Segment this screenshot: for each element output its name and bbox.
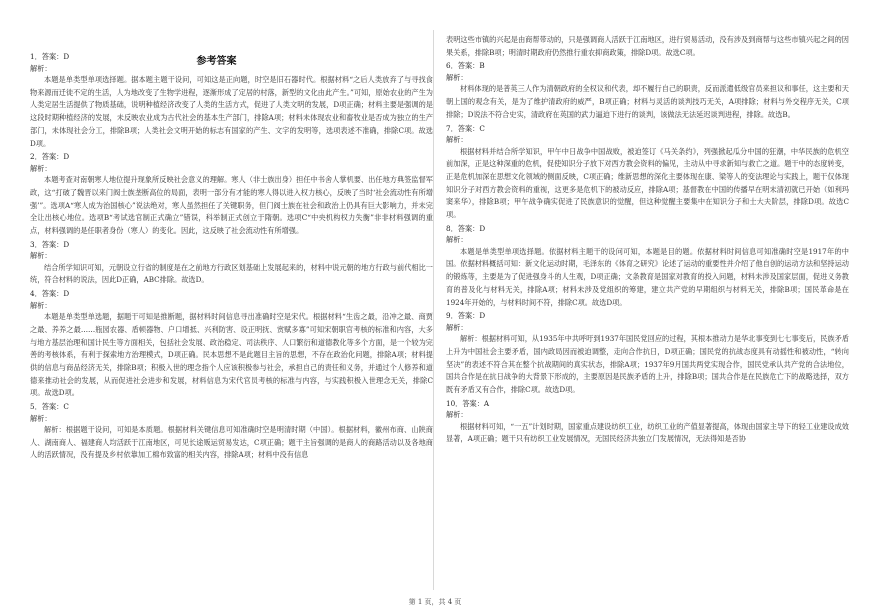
answer-line: 2．答案：D [30, 152, 70, 162]
analysis-label: 解析： [30, 63, 52, 73]
answer-line: 9．答案：D [446, 311, 486, 321]
analysis-label: 解析： [446, 235, 468, 245]
answer-block [30, 239, 433, 287]
answer-line: 5．答案：C [30, 402, 69, 412]
answer-block [446, 223, 849, 310]
analysis-paragraph: 本题是单类型单项选择题。据本题主题干设问，可知这是正向题，时空是旧石器时代。根据材料“之后人类放弃了与寻找食物来源而迁徙不定的生活，人为地改变了生物学进程，逐渐形成了定居的村落，新型的文化由此产生。”可知，原始农业的产生为人类定居生活提供了物质基础，说明种植经济改变了人类的生活方式，促进了人类文明的发展，D项正确；材料主要是强调的是这段时期种植经济的发展，未反映农业成为古代社会的基本生产部门，排除A项；材料未体现农业和畜牧业是否成为独立的生产部门，未体现社会分工，排除B项；人类社会文明开始的标志有国家的产生、文字的发明等，选项表述不准确，排除C项。故选D项。 [30, 75, 433, 148]
answer-line: 7．答案：C [446, 123, 485, 133]
answer-line: 4．答案：D [30, 289, 70, 299]
analysis-paragraph: 解析：根据题干设问，可知是本质题。根据材料关键信息可知准确时空是明清时期（中国）。根据材料，徽州布商、山陕商人、湖南商人、福建商人均活跃于江南地区，可见长途贩运贸易发达，C项正确；题干主旨强调的是商人的商路活动以及各地商人的活跃情况，没有提及乡村依靠加工棉布致富的相关内容，排除A项；材料中没有信息 [30, 425, 433, 460]
analysis-paragraph: 本题考查对南朝寒人地位提升现象所反映社会意义的理解。寒人（非士族出身）担任中书舍人掌机要、出任地方典签监督军政，这“打破了魏晋以来门阀士族垄断高位的局面，表明一部分有才能的寒人得以进入权力核心，反映了当时‘社会流动性有所增强’”。选项A“寒人成为治国核心”说法绝对，寒人虽然担任了关键职务，但门阀士族在社会和政治上仍具有巨大影响力，并未完全让出核心地位。选项B“考试选官制正式确立”错误，科举制正式创立于隋朝。选项C“中央机构权力失衡”非非材料强调的重点，材料强调的是任职者身份（寒人）的变化。因此，这反映了社会流动性有所增强。 [30, 175, 433, 236]
answer-line: 8．答案：D [446, 223, 486, 233]
analysis-paragraph: 解析：根据材料可知，从1935年中共呼吁到1937年国民党回应的过程，其根本推动力是华北事变到七七事变后，民族矛盾上升为中国社会主要矛盾，国内政局因而被迫调整，走向合作抗日，D项正确；国民党的抗战态度具有动摇性和被动性，“转向坚决”的表述不符合其在整个抗战期间的真实状态，排除A项；1937年9月国共两党实现合作，国民党承认共产党的合法地位，国共合作是在抗日战争的大背景下形成的，主要原因是民族矛盾的上升，排除B项；国共合作是在民族危亡下的战略选择，双方既有矛盾又有合作，排除C项。故选D项。 [446, 334, 849, 395]
answer-block [30, 288, 433, 400]
answer-block [446, 34, 849, 59]
answer-line: 6．答案：B [446, 61, 485, 71]
analysis-paragraph: 根据材料可知，“一五”计划时期，国家重点建设纺织工业，纺织工业的产值显著提高，体现由国家主导下的轻工业建设成效显著，A项正确；题干只有纺织工业发展情况，无国民经济共独立门发展情况，无法得知是否协 [446, 421, 849, 444]
left-column [30, 50, 433, 462]
analysis-paragraph: 结合所学知识可知，元朝设立行省的制度是在之前地方行政区划基础上发展起来的，材料中说元朝的地方行政与前代相比一统，符合材料的说法，因此D正确，ABC排除。故选D。 [30, 262, 433, 285]
answer-line: 1．答案：D [30, 52, 70, 61]
analysis-label: 解析： [30, 163, 52, 173]
analysis-label: 解析： [446, 135, 468, 145]
analysis-paragraph: 根据材料并结合所学知识，甲午中日战争中国战败，被迫签订《马关条约》，列强掀起瓜分中国的狂潮，中华民族的危机空前加深，正是这种深重的危机，促使知识分子放下对西方教会资料的偏见，主动从中寻求新知与救亡之道。题干中的态度转变，正是危机加深在思想文化领域的侧面反映，C项正确；维新思想的深化主要体现在康、梁等人的变法理论与实践上，题干仅体现知识分子对西方教会资料的重视，这更多是危机下的被动反应，排除A项；基督教在中国的传播早在明末清初就已开始（如利玛窦来华），排除B项；甲午战争确实促进了民族意识的觉醒，但这种觉醒主要集中在知识分子和士大夫阶层，排除D项。故选C项。 [446, 146, 849, 220]
analysis-paragraph: 本题是单类型单选题，据题干可知是推断题，据材料时间信息寻出准确时空是宋代。根据材料“生齿之最，沿冲之最、商贾之最、养养之最……瓶园农器、盾顿器物、户口增抵、兴利防害、设正明抚、赏赋多寡”可知宋朝职官考核的标准和内容，大多与地方基层治理和国计民生等方面相关，包括社会发展、政治稳定、司法秩序、人口繁衍和道德教化等多个方面，是一个较为完善的考核体系，有利于探索地方治理模式，D项正确。民本思想不是此题目主旨的思想，不存在政治化问题，排除A项；材料提供的信息与商品经济无关，排除B项；积极入世的理念指个人应该积极参与社会，承担自己的责任和义务，并通过个人修养和道德来推动社会的发展，从而促进社会进步和发展，材料信息为宋代官员考核的标准与内容，与实践积极入世理念无关，排除C项。故选D项。 [30, 312, 433, 398]
answer-line: 10．答案：A [446, 398, 490, 408]
analysis-paragraph: 材料体现的是普英三人作为清朝政府的全权议和代表，却不履行自己的职责，反而派遣低级官员来担议和事任，这主要和天朝上国的观念有关，是为了维护清政府的威严，B项正确；材料与灵活的谈判技巧无关，A项排除；材料与外交程序无关，C项排除；D说法不符合史实，清政府在英国的武力逼迫下进行的谈判，该做法无法延迟谈判进程，排除。故选B。 [446, 84, 849, 119]
answer-block [446, 310, 849, 397]
answer-line: 3．答案：D [30, 239, 70, 249]
analysis-label: 解析： [30, 300, 52, 310]
analysis-label: 解析： [446, 322, 468, 332]
analysis-label: 解析： [30, 251, 52, 261]
page-footer: 第 1 页，共 4 页 [408, 598, 462, 606]
analysis-paragraph: 表明这些市镇的兴起是由商帮带动的，只是强调商人活跃于江南地区，进行贸易活动，没有涉及到商帮与这些市镇兴起之间的因果关系，排除B项；明清时期政府仍然推行重农抑商政策，排除D项。故选C项。 [446, 35, 849, 57]
analysis-label: 解析： [446, 410, 468, 420]
analysis-paragraph: 本题是单类型单项选择题。依据材料主题干的设问可知，本题是目的题。依据材料时间信息可知准确时空是1917年的中国。依据材料概括可知：新文化运动时期，毛泽东的《体育之研究》论述了运动的重要性并介绍了他自创的运动方法和坚持运动的锻炼等，主要是为了促进强身斗的人生观，D项正确；文条教育是国家对教育的投入问题，材料未涉及国家层面，促进义务教育的普及化与材料无关，排除A项；材料未涉及党组织的筹建，建立共产党的早期组织与材料无关，排除B项；国民革命是在1924年开始的，与材料时间不符，排除C项。故选D项。 [446, 246, 849, 307]
page-title: 参考答案 [196, 56, 237, 67]
answer-block [446, 123, 849, 222]
analysis-label: 解析： [446, 72, 468, 82]
right-column [446, 34, 849, 446]
answer-block [30, 151, 433, 238]
answer-block [446, 60, 849, 121]
answer-block [30, 401, 433, 462]
analysis-label: 解析： [30, 413, 52, 423]
column-divider [433, 30, 434, 590]
answer-block [30, 51, 433, 150]
answer-block [446, 398, 849, 446]
